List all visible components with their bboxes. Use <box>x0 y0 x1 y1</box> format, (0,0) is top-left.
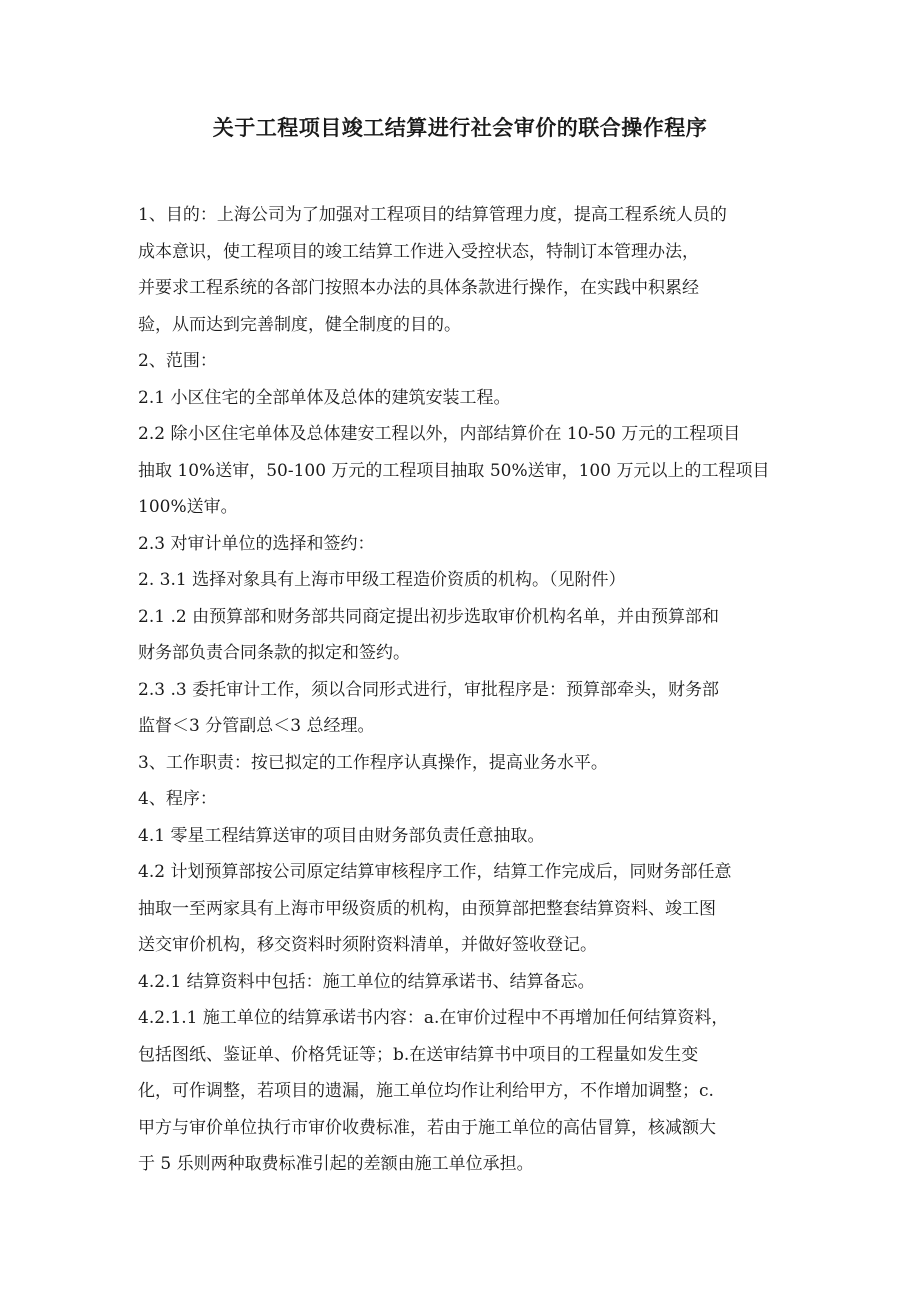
paragraph <box>138 416 788 526</box>
text-line: 4、程序： <box>138 789 217 809</box>
text-line: 2. 3.1 选择对象具有上海市甲级工程造价资质的机构。（见附件） <box>138 570 626 590</box>
text-line: 2.2 除小区住宅单体及总体建安工程以外，内部结算价在 10-50 万元的工程项目 <box>138 424 741 444</box>
paragraph <box>138 964 788 1001</box>
text-line: 100%送审。 <box>138 497 238 517</box>
paragraph <box>138 380 788 417</box>
text-line: 财务部负责合同条款的拟定和签约。 <box>138 643 410 663</box>
paragraph <box>138 672 788 745</box>
paragraph <box>138 562 788 599</box>
paragraph <box>138 854 788 964</box>
paragraph <box>138 818 788 855</box>
text-line: 并要求工程系统的各部门按照本办法的具体条款进行操作，在实践中积累经 <box>138 278 699 298</box>
text-line: 包括图纸、鉴证单、价格凭证等；b.在送审结算书中项目的工程量如发生变 <box>138 1044 699 1065</box>
text-line: 2、范围： <box>138 351 217 371</box>
text-line: 4.2 计划预算部按公司原定结算审核程序工作，结算工作完成后，同财务部任意 <box>138 862 732 882</box>
paragraph <box>138 526 788 563</box>
text-line: 验，从而达到完善制度，健全制度的目的。 <box>138 314 461 335</box>
paragraph <box>138 197 788 343</box>
text-line: 化，可作调整，若项目的遗漏，施工单位均作让利给甲方，不作增加调整；c. <box>138 1081 714 1101</box>
text-line: 送交审价机构，移交资料时须附资料清单，并做好签收登记。 <box>138 935 597 955</box>
text-line: 2.1 小区住宅的全部单体及总体的建筑安装工程。 <box>138 387 511 408</box>
text-line: 2.1 .2 由预算部和财务部共同商定提出初步选取审价机构名单，并由预算部和 <box>138 606 720 627</box>
text-line: 成本意识，使工程项目的竣工结算工作进入受控状态，特制订本管理办法， <box>138 241 699 262</box>
paragraph <box>138 343 788 380</box>
text-line: 监督＜3 分管副总＜3 总经理。 <box>138 716 375 736</box>
text-line: 抽取一至两家具有上海市甲级资质的机构，由预算部把整套结算资料、竣工图 <box>138 898 716 919</box>
text-line: 4.2.1 结算资料中包括：施工单位的结算承诺书、结算备忘。 <box>138 971 595 992</box>
paragraph <box>138 781 788 818</box>
text-line: 于 5 乐则两种取费标准引起的差额由施工单位承担。 <box>138 1154 534 1174</box>
paragraph <box>138 1000 788 1183</box>
paragraph <box>138 599 788 672</box>
text-line: 4.2.1.1 施工单位的结算承诺书内容：a.在审价过程中不再增加任何结算资料， <box>138 1008 729 1028</box>
text-line: 1、目的：上海公司为了加强对工程项目的结算管理力度，提高工程系统人员的 <box>138 205 727 225</box>
text-line: 抽取 10%送审，50-100 万元的工程项目抽取 50%送审，100 万元以上的工程项目 <box>138 460 770 481</box>
text-line: 4.1 零星工程结算送审的项目由财务部负责任意抽取。 <box>138 825 545 846</box>
text-line: 3、工作职责：按已拟定的工作程序认真操作，提高业务水平。 <box>138 752 608 773</box>
text-line: 2.3 对审计单位的选择和签约： <box>138 533 375 554</box>
text-line: 甲方与审价单位执行市审价收费标准，若由于施工单位的高估冒算，核减额大 <box>138 1117 716 1138</box>
document-title: 关于工程项目竣工结算进行社会审价的联合操作程序 <box>212 116 708 140</box>
text-line: 2.3 .3 委托审计工作，须以合同形式进行，审批程序是：预算部牵头，财务部 <box>138 679 720 700</box>
document-body <box>138 197 788 1183</box>
paragraph <box>138 745 788 782</box>
